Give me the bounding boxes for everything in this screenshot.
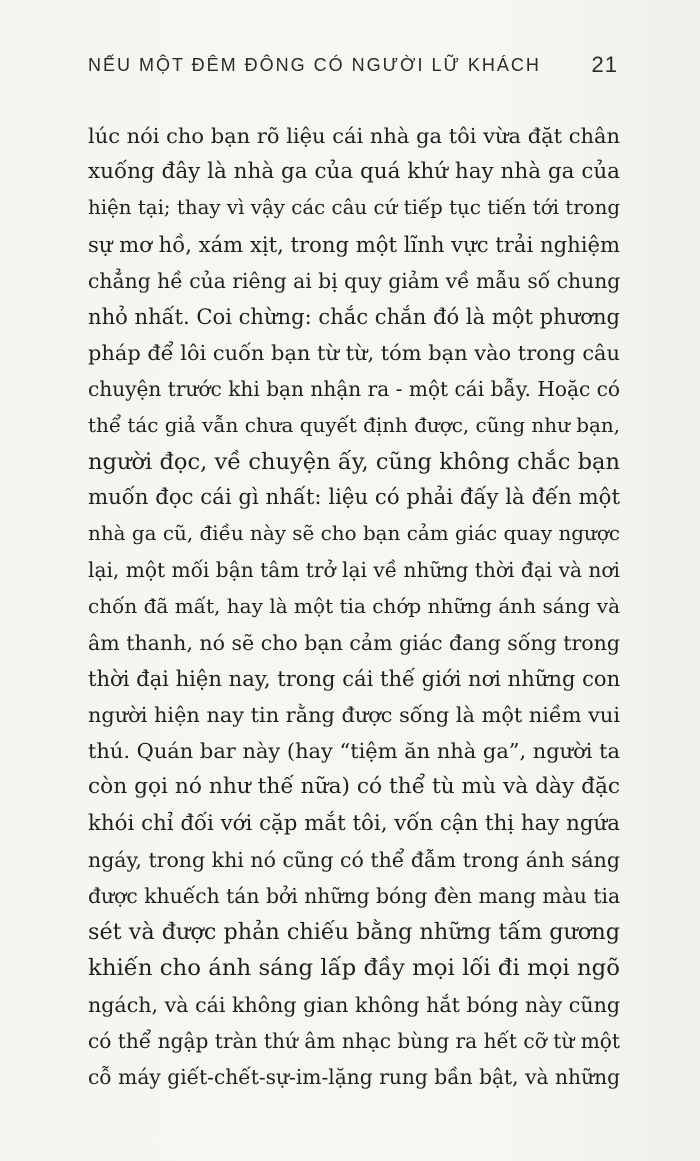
text-line: cỗ máy giết-chết-sự-im-lặng rung bần bật, và những — [88, 1064, 620, 1089]
text-line: nhỏ nhất. Coi chừng: chắc chắn đó là một phương — [88, 303, 620, 329]
text-line: người đọc, về chuyện ấy, cũng không chắc bạn — [88, 448, 620, 475]
text-line: xuống đây là nhà ga của quá khứ hay nhà ga của — [88, 159, 620, 185]
text-line: sét và được phản chiếu bằng những tấm gương — [88, 919, 620, 946]
text-line: còn gọi nó như thế nữa) có thể tù mù và dày đặc — [88, 774, 621, 800]
text-line: âm thanh, nó sẽ cho bạn cảm giác đang sống trong — [88, 630, 620, 655]
text-line: khiến cho ánh sáng lấp đầy mọi lối đi mọi ngõ — [88, 955, 620, 982]
text-line: thú. Quán bar này (hay “tiệm ăn nhà ga”, người ta — [88, 739, 620, 764]
text-line: muốn đọc cái gì nhất: liệu có phải đấy là đến một — [88, 484, 620, 510]
text-line: có thể ngập tràn thứ âm nhạc bùng ra hết cỡ từ một — [88, 1028, 620, 1053]
text-line: chốn đã mất, hay là một tia chớp những ánh sáng và — [88, 594, 620, 619]
text-line: nhà ga cũ, điều này sẽ cho bạn cảm giác quay ngược — [88, 522, 620, 546]
text-line: pháp để lôi cuốn bạn từ từ, tóm bạn vào trong câu — [88, 341, 620, 366]
text-line: hiện tại; thay vì vậy các câu cứ tiếp tục tiến tới trong — [88, 196, 620, 220]
text-line: lúc nói cho bạn rõ liệu cái nhà ga tôi vừa đặt chân — [88, 124, 620, 148]
text-line: ngáy, trong khi nó cũng có thể đẫm trong ánh sáng — [88, 847, 620, 872]
text-line: thể tác giả vẫn chưa quyết định được, cũng như bạn, — [88, 413, 620, 437]
text-line: lại, một mối bận tâm trở lại về những thời đại và nơi — [88, 558, 620, 583]
text-line: người hiện nay tin rằng được sống là một niềm vui — [88, 703, 620, 727]
running-title: NẾU MỘT ĐÊM ĐÔNG CÓ NGƯỜI LỮ KHÁCH — [88, 55, 541, 75]
text-line: khói chỉ đối với cặp mắt tôi, vốn cận thị hay ngứa — [88, 810, 620, 836]
running-header — [88, 52, 618, 84]
text-line: được khuếch tán bởi những bóng đèn mang màu tia — [88, 883, 621, 908]
text-line: sự mơ hồ, xám xịt, trong một lĩnh vực trải nghiệm — [88, 231, 620, 257]
text-line: chuyện trước khi bạn nhận ra - một cái bẫy. Hoặc có — [88, 377, 620, 402]
text-line: ngách, và cái không gian không hắt bóng này cũng — [88, 992, 620, 1017]
text-line: thời đại hiện nay, trong cái thế giới nơi những con — [88, 665, 621, 691]
body-text — [88, 118, 620, 1095]
text-line: chẳng hề của riêng ai bị quy giảm về mẫu số chung — [88, 268, 621, 293]
page-number: 21 — [591, 52, 618, 77]
